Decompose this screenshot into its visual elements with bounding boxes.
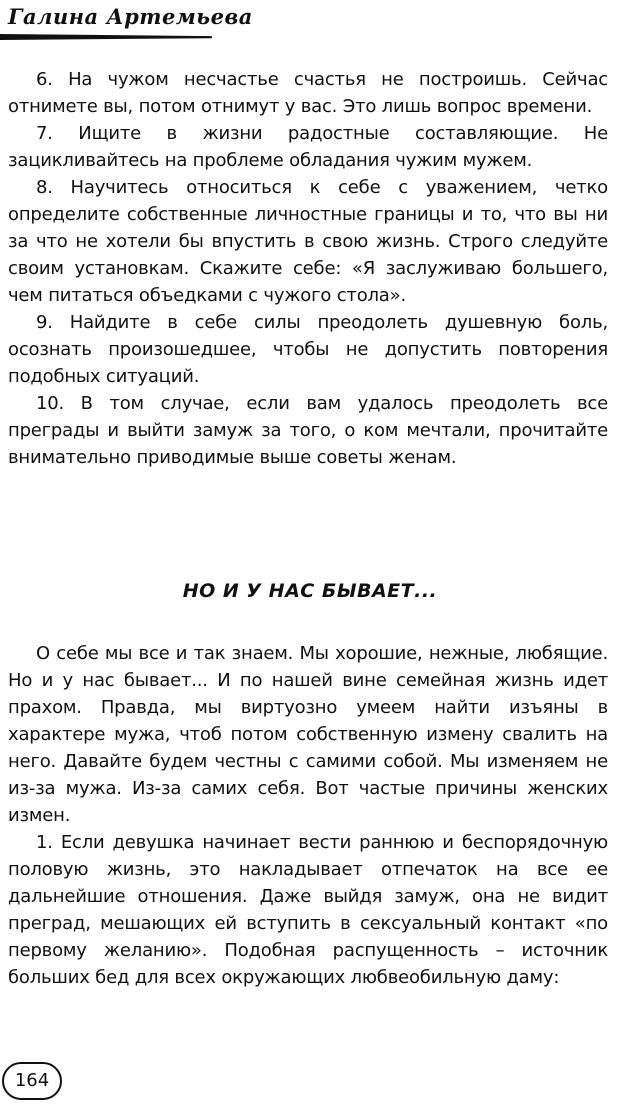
section-paragraph-1: 1. Если девушка начинает вести раннюю и беспорядочную половую жизнь, это накладывает отпечаток на все ее дальнейшие отношения. Даже выйдя замуж, она не видит преград, мешающих ей вступить в сексуальный контакт «по первому желанию». Подобная распущенность – источник больших бед для всех окружающих любвеобильную даму: [8,832,608,988]
paragraph-8: 8. Научитесь относиться к себе с уважением, четко определите собственные личностные границы и то, что вы ни за что не хотели бы впустить в свою жизнь. Строго следуйте своим установкам. Скажите себе: «Я заслуживаю большего, чем питаться объедками с чужого стола». [8,177,608,306]
page-number: 164 [2,1062,62,1100]
paragraph-10: 10. В том случае, если вам удалось преодолеть все преграды и выйти замуж за того, о ком мечтали, прочитайте внимательно приводимые выше советы женам. [8,393,608,468]
running-head: Галина Артемьева [8,4,253,29]
text-block-before-section [8,66,608,471]
text-block-section [8,640,608,991]
paragraph-6: 6. На чужом несчастье счастья не построишь. Сейчас отнимете вы, потом отнимут у вас. Это лишь вопрос времени. [8,69,608,117]
header-rule [0,34,212,40]
section-intro-paragraph: О себе мы все и так знаем. Мы хорошие, нежные, любящие. Но и у нас бывает... И по нашей вине семейная жизнь идет прахом. Правда, мы виртуозно умеем найти изъяны в характере мужа, чтоб потом собственную измену свалить на него. Давайте будем честны с самими собой. Мы изменяем не из-за мужа. Из-за самих себя. Вот частые причины женских измен. [8,643,608,826]
paragraph-7: 7. Ищите в жизни радостные составляющие. Не зацикливайтесь на проблеме обладания чужим мужем. [8,123,608,171]
section-title: НО И У НАС БЫВАЕТ... [182,580,438,602]
paragraph-9: 9. Найдите в себе силы преодолеть душевную боль, осознать произошедшее, чтобы не допустить повторения подобных ситуаций. [8,312,608,387]
